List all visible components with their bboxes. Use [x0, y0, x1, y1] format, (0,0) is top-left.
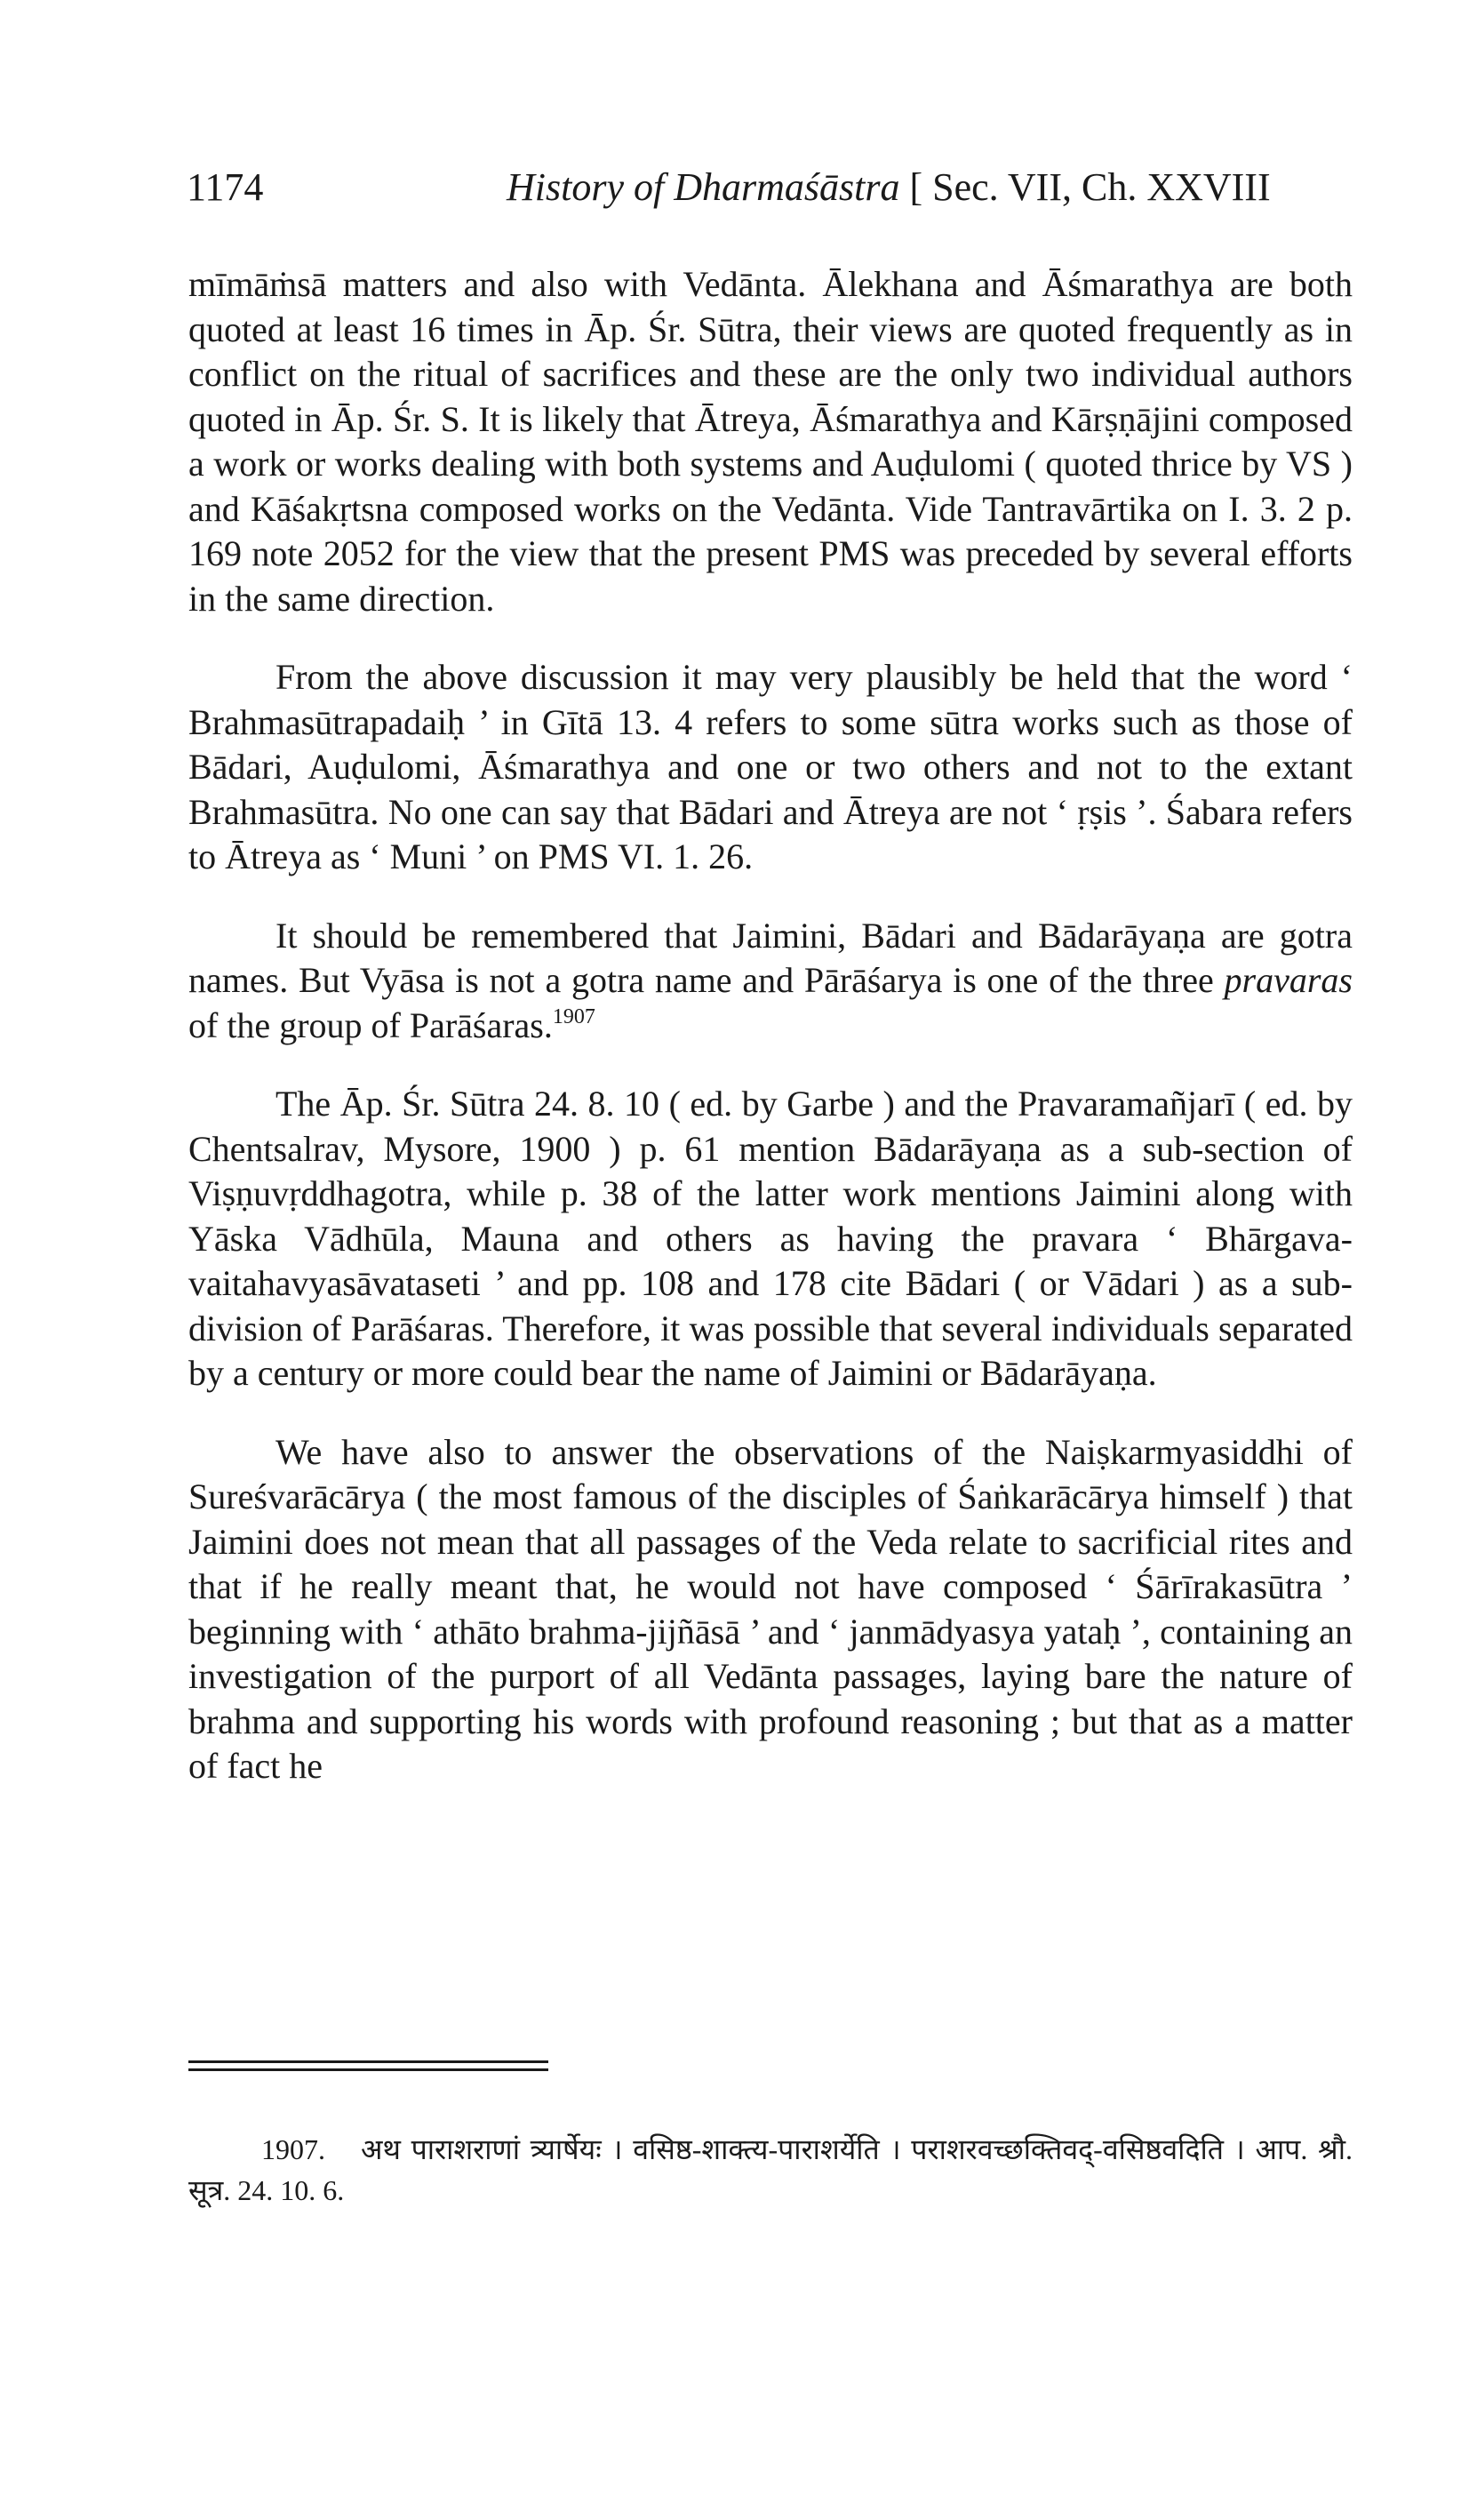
- footnote: [188, 2129, 1353, 2211]
- section-label: [ Sec. VII, Ch. XXVIII: [909, 165, 1271, 209]
- running-head: [507, 164, 1271, 210]
- paragraph-naiskarmyasiddhi: We have also to answer the observations of the Naiṣkarmyasiddhi of Sureśvarācārya ( the most famous of the disciples of Śaṅkarācārya himself ) that Jaimini does not mean that all passages of the Veda relate to sacrificial rites and that if he really meant that, he would not have composed ‘ Śārīrakasūtra ’ beginning with ‘ athāto brahma-jijñāsā ’ and ‘ janmādyasya yataḥ ’, containing an investigation of the purport of all Vedānta passages, laying bare the nature of brahma and supporting his words with profound reasoning ; but that as a matter of fact he: [188, 1431, 1353, 1786]
- paragraph-text: It should be remembered that Jaimini, Bādari and Bādarāyaṇa are gotra names. But Vyāsa is not a gotra name and Pārāśarya is one of the three: [188, 915, 1353, 1000]
- page-number: 1174: [187, 165, 264, 209]
- body-text: [188, 262, 1353, 1789]
- separator-line: [188, 2068, 548, 2071]
- footnote-number: 1907.: [261, 2133, 325, 2165]
- paragraph-pravaramanjari: The Āp. Śr. Sūtra 24. 8. 10 ( ed. by Garbe ) and the Pravaramañjarī ( ed. by Chentsalrav, Mysore, 1900 ) p. 61 mention Bādarāyaṇa as a sub-section of Viṣṇuvṛddhagotra, while p. 38 of the latter work mentions Jaimini along with Yāska Vādhūla, Mauna and others as having the pravara ‘ Bhārgava-vaitahavyasāvataseti ’ and pp. 108 and 178 cite Bādari ( or Vādari ) as a sub-division of Parāśaras. Therefore, it was possible that several individuals separated by a century or more could bear the name of Jaimini or Bādarāyaṇa.: [188, 1084, 1353, 1393]
- footnote-reference[interactable]: 1907: [552, 1004, 595, 1028]
- paragraph-continuation: mīmāṁsā matters and also with Vedānta. Ālekhana and Āśmarathya are both quoted at least 16 times in Āp. Śr. Sūtra, their views are quoted frequently as in conflict on the ritual of sacrifices and these are the only two individual authors quoted in Āp. Śr. S. It is likely that Ātreya, Āśmarathya and Kārṣṇājini composed a work or works dealing with both systems and Auḍulomi ( quoted thrice by VS ) and Kāśakṛtsna composed works on the Vedānta. Vide Tantravārtika on I. 3. 2 p. 169 note 2052 for the view that the present PMS was preceded by several efforts in the same direction.: [188, 264, 1353, 619]
- paragraph-text: of the group of Parāśaras.: [188, 1004, 553, 1045]
- italic-term: pravaras: [1224, 960, 1353, 1000]
- footnote-separator: [188, 2060, 548, 2076]
- separator-line: [188, 2060, 548, 2063]
- page-header: [187, 164, 1351, 227]
- paragraph-brahmasutrapadaih: From the above discussion it may very plausibly be held that the word ‘ Brahmasūtrapadaiḥ ’ in Gītā 13. 4 refers to some sūtra works such as those of Bādari, Auḍulomi, Āśmarathya and one or two others and not to the extant Brahmasūtra. No one can say that Bādari and Ātreya are not ‘ ṛṣis ’. Śabara refers to Ātreya as ‘ Muni ’ on PMS VI. 1. 26.: [188, 657, 1353, 876]
- book-title: History of Dharmaśāstra: [507, 165, 900, 209]
- paragraph-gotra-names: [188, 914, 1353, 1049]
- footnote-text: अथ पाराशराणां त्र्यार्षेयः । वसिष्ठ-शाक्त्य-पाराशर्येति । पराशरवच्छक्तिवद्-वसिष्ठवदिति । आप. श्रौ. सूत्र. 24. 10. 6.: [188, 2133, 1353, 2206]
